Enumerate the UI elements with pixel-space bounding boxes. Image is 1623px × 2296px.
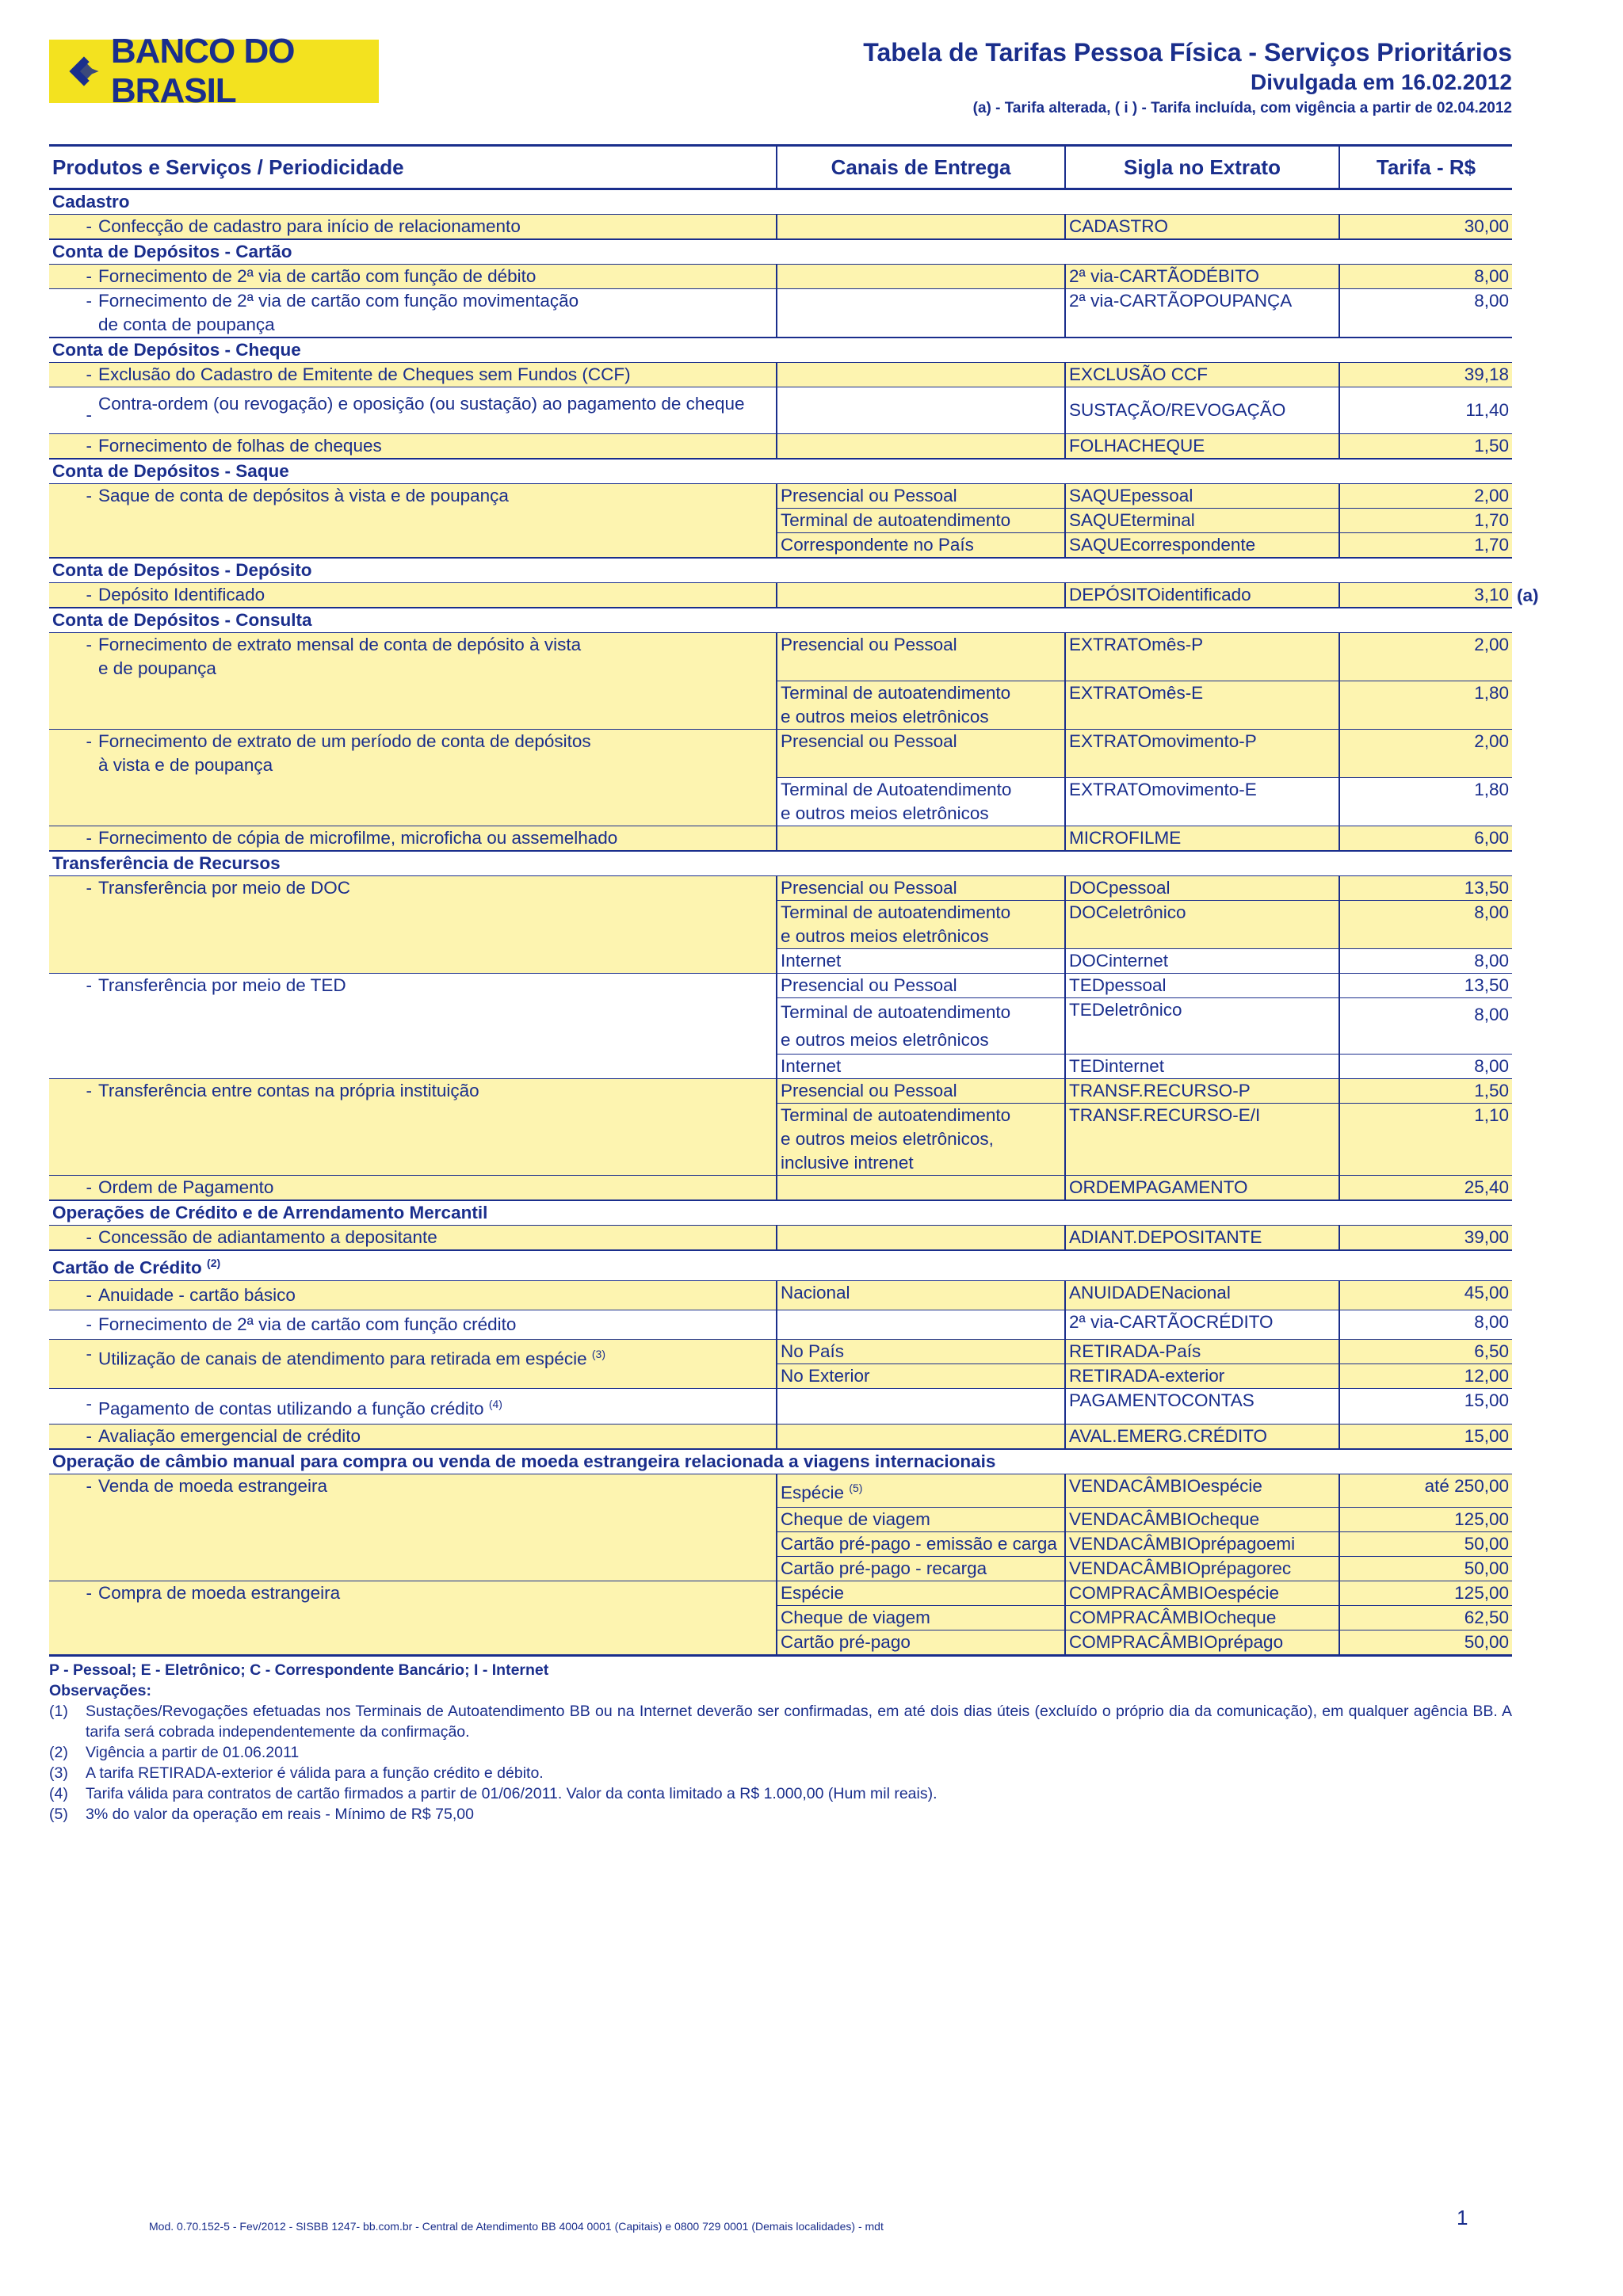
tariff-cell: 45,00 [1339, 1280, 1512, 1310]
code-cell: SAQUEterminal [1065, 509, 1339, 533]
channel-cell: Cartão pré-pago - emissão e carga [777, 1531, 1065, 1556]
code-cell: MICROFILME [1065, 826, 1339, 852]
channel-cell: Nacional [777, 1280, 1065, 1310]
tariff-cell: 1,70 [1339, 533, 1512, 559]
code-cell: SAQUEcorrespondente [1065, 533, 1339, 559]
table-row [49, 1425, 1512, 1450]
service-description: Fornecimento de extrato de um período de conta de depósitos [98, 731, 591, 751]
tariff-cell: 8,00 [1339, 1055, 1512, 1079]
channel-cell: Cartão pré-pago [777, 1630, 1065, 1655]
col-header-channels: Canais de Entrega [777, 146, 1065, 189]
section-header: Operação de câmbio manual para compra ou venda de moeda estrangeira relacionada a viagens internacionais [49, 1449, 1512, 1474]
bullet-dash: - [86, 1314, 92, 1334]
channel-cell [777, 901, 1065, 949]
service-description: Transferência entre contas na própria instituição [98, 1081, 479, 1100]
section-header: Conta de Depósitos - Depósito [49, 558, 1512, 583]
tariff-cell: 50,00 [1339, 1556, 1512, 1581]
channel-cell [777, 1226, 1065, 1251]
service-description: Concessão de adiantamento a depositante [98, 1227, 437, 1247]
section-header [49, 1250, 1512, 1280]
channel-cell: Cheque de viagem [777, 1507, 1065, 1531]
code-cell: TRANSF.RECURSO-E/I [1065, 1104, 1339, 1176]
code-cell: EXTRATOmês-P [1065, 633, 1339, 681]
channel-cell: Presencial ou Pessoal [777, 974, 1065, 998]
bank-logo-text: BANCO DO BRASIL [110, 32, 295, 110]
bullet-dash: - [86, 436, 92, 456]
tariff-cell: 2,00 [1339, 730, 1512, 778]
table-row [49, 1388, 1512, 1425]
tariff-cell: 8,00 [1339, 289, 1512, 338]
page-title: Tabela de Tarifas Pessoa Física - Serviços Prioritários [863, 38, 1512, 67]
tariff-cell: 13,50 [1339, 876, 1512, 901]
tariff-cell: 39,00 [1339, 1226, 1512, 1251]
service-description: Exclusão do Cadastro de Emitente de Cheques sem Fundos (CCF) [98, 364, 631, 384]
bullet-dash: - [86, 828, 92, 848]
code-cell: EXTRATOmovimento-E [1065, 778, 1339, 826]
table-row [49, 484, 1512, 509]
table-row [49, 583, 1512, 608]
channel-cell [777, 998, 1065, 1055]
service-description: Utilização de canais de atendimento para retirada em espécie [98, 1348, 587, 1368]
channel-cell [777, 265, 1065, 289]
channel-cell [777, 778, 1065, 826]
tariff-cell: 8,00 [1339, 949, 1512, 974]
tariff-cell: 15,00 [1339, 1388, 1512, 1425]
bullet-dash: - [86, 364, 92, 384]
publication-date: Divulgada em 16.02.2012 [1251, 70, 1512, 94]
channel-cell [777, 583, 1065, 608]
service-description: Fornecimento de 2ª via de cartão com função de débito [98, 266, 537, 286]
table-row [49, 533, 1512, 559]
service-description-cont: de conta de poupança [98, 315, 275, 334]
bullet-dash: - [86, 1081, 92, 1100]
col-header-tariff: Tarifa - R$ [1339, 146, 1512, 189]
service-description-cont: à vista e de poupança [98, 755, 273, 775]
note-number: (3) [49, 1764, 68, 1782]
code-cell: VENDACÂMBIOprépagorec [1065, 1556, 1339, 1581]
code-cell: EXTRATOmês-E [1065, 681, 1339, 730]
bullet-dash: - [86, 1476, 92, 1496]
channel-label: Terminal de autoatendimento [781, 1002, 1011, 1022]
code-cell: SAQUEpessoal [1065, 484, 1339, 509]
channel-cell [777, 1425, 1065, 1450]
footnote-ref: (2) [207, 1257, 221, 1269]
tariff-cell: 1,80 [1339, 681, 1512, 730]
section-header: Conta de Depósitos - Consulta [49, 608, 1512, 633]
section-header: Conta de Depósitos - Saque [49, 459, 1512, 484]
code-cell: FOLHACHEQUE [1065, 434, 1339, 460]
code-cell: TEDinternet [1065, 1055, 1339, 1079]
tariff-cell: 1,80 [1339, 778, 1512, 826]
tariff-cell: 125,00 [1339, 1507, 1512, 1531]
channel-cell: Presencial ou Pessoal [777, 484, 1065, 509]
tariff-cell: 11,40 [1339, 387, 1512, 434]
channel-label: Terminal de autoatendimento [781, 1105, 1011, 1125]
service-description: Compra de moeda estrangeira [98, 1582, 341, 1603]
tariff-cell: 2,00 [1339, 484, 1512, 509]
tariff-cell: 62,50 [1339, 1605, 1512, 1630]
footnote-ref: (4) [488, 1397, 502, 1410]
table-row [49, 730, 1512, 778]
code-cell: DEPÓSITOidentificado [1065, 583, 1339, 608]
code-cell: 2ª via-CARTÃODÉBITO [1065, 265, 1339, 289]
bullet-dash: - [86, 878, 92, 898]
table-row [49, 1226, 1512, 1251]
service-description: Pagamento de contas utilizando a função crédito [98, 1398, 484, 1418]
code-cell: COMPRACÂMBIOespécie [1065, 1581, 1339, 1605]
notes-section [49, 1660, 1512, 1825]
code-cell: VENDACÂMBIOcheque [1065, 1507, 1339, 1531]
code-cell: 2ª via-CARTÃOCRÉDITO [1065, 1310, 1339, 1339]
channel-cell: Presencial ou Pessoal [777, 633, 1065, 681]
tariff-cell: até 250,00 [1339, 1474, 1512, 1508]
table-row [49, 974, 1512, 998]
table-row [49, 509, 1512, 533]
tariff-cell: 25,40 [1339, 1176, 1512, 1201]
table-row [49, 215, 1512, 240]
channel-cell [777, 1388, 1065, 1425]
table-row [49, 826, 1512, 852]
bullet-dash: - [86, 486, 92, 505]
channel-cell [777, 387, 1065, 434]
section-header: Conta de Depósitos - Cheque [49, 338, 1512, 363]
channel-cell [777, 1176, 1065, 1201]
note-text: A tarifa RETIRADA-exterior é válida para a função crédito e débito. [86, 1764, 544, 1782]
bullet-dash: - [86, 975, 92, 995]
service-description: Fornecimento de extrato mensal de conta de depósito à vista [98, 635, 582, 654]
channel-label: Terminal de autoatendimento [781, 902, 1011, 922]
channel-cell: Correspondente no País [777, 533, 1065, 559]
tariff-cell: 50,00 [1339, 1630, 1512, 1655]
channel-cell: Cheque de viagem [777, 1605, 1065, 1630]
note-item [49, 1742, 1512, 1763]
note-item [49, 1783, 1512, 1804]
channel-label-cont: e outros meios eletrônicos [781, 1030, 989, 1050]
service-description: Fornecimento de cópia de microfilme, microficha ou assemelhado [98, 828, 618, 848]
tariff-cell: 12,00 [1339, 1363, 1512, 1388]
bank-logo-icon [67, 51, 101, 92]
code-cell: ANUIDADENacional [1065, 1280, 1339, 1310]
channel-label-cont: e outros meios eletrônicos [781, 707, 989, 727]
table-row [49, 265, 1512, 289]
service-description: Venda de moeda estrangeira [98, 1476, 327, 1496]
tariff-cell: 1,10 [1339, 1104, 1512, 1176]
bullet-dash: - [86, 635, 92, 654]
code-cell: TEDpessoal [1065, 974, 1339, 998]
tariff-cell: 1,70 [1339, 509, 1512, 533]
footnote-ref: (3) [591, 1347, 605, 1360]
bullet-dash: - [86, 1426, 92, 1446]
table-row [49, 363, 1512, 387]
bullet-dash: - [86, 266, 92, 286]
section-header: Transferência de Recursos [49, 851, 1512, 876]
bullet-dash: - [86, 1177, 92, 1197]
channel-cell: Cartão pré-pago - recarga [777, 1556, 1065, 1581]
table-row [49, 876, 1512, 901]
table-row [49, 1310, 1512, 1339]
channel-label: Terminal de Autoatendimento [781, 780, 1012, 799]
service-description: Saque de conta de depósitos à vista e de poupança [98, 486, 509, 505]
tariff-cell: 125,00 [1339, 1581, 1512, 1605]
code-cell: AVAL.EMERG.CRÉDITO [1065, 1425, 1339, 1450]
channel-label-cont: e outros meios eletrônicos [781, 926, 989, 946]
code-cell: RETIRADA-exterior [1065, 1363, 1339, 1388]
code-cell: EXCLUSÃO CCF [1065, 363, 1339, 387]
section-header: Operações de Crédito e de Arrendamento Mercantil [49, 1200, 1512, 1226]
code-cell: EXTRATOmovimento-P [1065, 730, 1339, 778]
note-item [49, 1804, 1512, 1825]
header-legend: (a) - Tarifa alterada, ( i ) - Tarifa incluída, com vigência a partir de 02.04.2012 [972, 100, 1512, 116]
service-description: Avaliação emergencial de crédito [98, 1426, 361, 1446]
bullet-dash: - [86, 585, 92, 605]
bullet-dash: - [86, 1343, 92, 1363]
code-cell: 2ª via-CARTÃOPOUPANÇA [1065, 289, 1339, 338]
tariff-cell: 6,00 [1339, 826, 1512, 852]
bullet-dash: - [86, 291, 92, 311]
tariff-cell: 15,00 [1339, 1425, 1512, 1450]
bullet-dash: - [86, 1227, 92, 1247]
tariff-cell: 13,50 [1339, 974, 1512, 998]
channel-cell: Internet [777, 1055, 1065, 1079]
code-cell: RETIRADA-País [1065, 1339, 1339, 1363]
code-cell: CADASTRO [1065, 215, 1339, 240]
channel-cell: Internet [777, 949, 1065, 974]
tariff-cell: 30,00 [1339, 215, 1512, 240]
code-cell: DOCinternet [1065, 949, 1339, 974]
service-description: Contra-ordem (ou revogação) e oposição (ou sustação) ao pagamento de cheque [98, 394, 745, 414]
tariff-cell: 1,50 [1339, 1079, 1512, 1104]
channel-cell: No País [777, 1339, 1065, 1363]
observations-title: Observações: [49, 1681, 151, 1699]
abbreviation-legend: P - Pessoal; E - Eletrônico; C - Correspondente Bancário; I - Internet [49, 1661, 549, 1679]
service-description: Ordem de Pagamento [98, 1177, 274, 1197]
table-row [49, 289, 1512, 338]
tariff-cell: 8,00 [1339, 998, 1512, 1055]
code-cell: ORDEMPAGAMENTO [1065, 1176, 1339, 1201]
table-row [49, 1339, 1512, 1363]
channel-label: Espécie [781, 1482, 845, 1503]
tariff-cell: 6,50 [1339, 1339, 1512, 1363]
page-number: 1 [1457, 2206, 1468, 2229]
note-text: 3% do valor da operação em reais - Mínimo de R$ 75,00 [86, 1805, 474, 1823]
service-description-cont: e de poupança [98, 658, 216, 678]
channel-label-cont: e outros meios eletrônicos, [781, 1129, 994, 1149]
tariff-changed-flag: (a) [1517, 585, 1539, 605]
code-cell: ADIANT.DEPOSITANTE [1065, 1226, 1339, 1251]
code-cell: DOCeletrônico [1065, 901, 1339, 949]
channel-cell [777, 289, 1065, 338]
table-row [49, 1474, 1512, 1508]
col-header-products: Produtos e Serviços / Periodicidade [49, 146, 777, 189]
channel-cell: No Exterior [777, 1363, 1065, 1388]
bullet-dash: - [86, 1393, 92, 1413]
service-description: Transferência por meio de TED [98, 975, 346, 995]
service-description: Fornecimento de 2ª via de cartão com função movimentação [98, 291, 579, 311]
code-cell: VENDACÂMBIOespécie [1065, 1474, 1339, 1508]
tariff-cell: 8,00 [1339, 265, 1512, 289]
channel-cell: Presencial ou Pessoal [777, 730, 1065, 778]
tariff-table [49, 144, 1512, 1657]
channel-label: Terminal de autoatendimento [781, 683, 1011, 703]
table-row [49, 434, 1512, 460]
table-row [49, 1176, 1512, 1201]
channel-cell [777, 681, 1065, 730]
note-text: Vigência a partir de 01.06.2011 [86, 1743, 300, 1761]
code-cell: TEDeletrônico [1065, 998, 1339, 1055]
channel-cell [777, 1104, 1065, 1176]
section-header: Conta de Depósitos - Cartão [49, 239, 1512, 265]
table-row [49, 1581, 1512, 1605]
table-header-row [49, 146, 1512, 189]
channel-cell: Terminal de autoatendimento [777, 509, 1065, 533]
bank-logo [49, 32, 379, 110]
section-title: Cartão de Crédito [52, 1257, 202, 1278]
code-cell: PAGAMENTOCONTAS [1065, 1388, 1339, 1425]
table-row [49, 1280, 1512, 1310]
channel-cell [777, 363, 1065, 387]
tariff-cell: 1,50 [1339, 434, 1512, 460]
code-cell: SUSTAÇÃO/REVOGAÇÃO [1065, 387, 1339, 434]
channel-cell [777, 215, 1065, 240]
channel-cell [777, 826, 1065, 852]
table-row [49, 387, 1512, 434]
channel-label-cont: inclusive intrenet [781, 1153, 914, 1173]
note-text: Tarifa válida para contratos de cartão firmados a partir de 01/06/2011. Valor da conta limitado a R$ 1.000,00 (Hum mil reais). [86, 1784, 938, 1802]
note-item [49, 1701, 1512, 1742]
table-row [49, 633, 1512, 681]
code-cell: VENDACÂMBIOprépagoemi [1065, 1531, 1339, 1556]
service-description: Fornecimento de 2ª via de cartão com função crédito [98, 1314, 517, 1334]
service-description: Transferência por meio de DOC [98, 878, 351, 898]
service-description: Depósito Identificado [98, 585, 265, 605]
note-number: (1) [49, 1702, 68, 1720]
code-cell: DOCpessoal [1065, 876, 1339, 901]
channel-cell [777, 434, 1065, 460]
tariff-cell: 50,00 [1339, 1531, 1512, 1556]
service-description: Anuidade - cartão básico [98, 1284, 296, 1305]
code-cell: TRANSF.RECURSO-P [1065, 1079, 1339, 1104]
channel-cell [777, 1474, 1065, 1508]
channel-cell: Espécie [777, 1581, 1065, 1605]
bullet-dash: - [86, 1284, 92, 1305]
tariff-cell: 2,00 [1339, 633, 1512, 681]
channel-label-cont: e outros meios eletrônicos [781, 803, 989, 823]
code-cell: COMPRACÂMBIOcheque [1065, 1605, 1339, 1630]
service-description: Confecção de cadastro para início de relacionamento [98, 216, 521, 236]
note-number: (4) [49, 1784, 68, 1802]
bullet-dash: - [86, 1582, 92, 1603]
section-header: Cadastro [49, 189, 1512, 215]
channel-cell: Presencial ou Pessoal [777, 1079, 1065, 1104]
note-text: Sustações/Revogações efetuadas nos Terminais de Autoatendimento BB ou na Internet deverão ser confirmadas, em até dois dias úteis (excluído o próprio dia da comunicação), em qualquer agência BB. A tarifa será cobrada independentemente da confirmação. [86, 1702, 1512, 1741]
bullet-dash: - [86, 731, 92, 751]
tariff-cell: 3,10 [1339, 583, 1512, 608]
channel-cell: Presencial ou Pessoal [777, 876, 1065, 901]
tariff-cell: 8,00 [1339, 901, 1512, 949]
tariff-cell: 8,00 [1339, 1310, 1512, 1339]
code-cell: COMPRACÂMBIOprépago [1065, 1630, 1339, 1655]
bullet-dash: - [86, 216, 92, 236]
tariff-cell: 39,18 [1339, 363, 1512, 387]
channel-cell [777, 1310, 1065, 1339]
page-footer: Mod. 0.70.152-5 - Fev/2012 - SISBB 1247- bb.com.br - Central de Atendimento BB 4004 0001 (Capitais) e 0800 729 0001 (Demais localidades) - mdt [149, 2220, 884, 2233]
bullet-dash: - [86, 405, 92, 425]
note-item [49, 1763, 1512, 1783]
note-number: (2) [49, 1743, 68, 1761]
note-number: (5) [49, 1805, 68, 1823]
col-header-code: Sigla no Extrato [1065, 146, 1339, 189]
footnote-ref: (5) [849, 1482, 863, 1494]
table-row [49, 1079, 1512, 1104]
service-description: Fornecimento de folhas de cheques [98, 436, 382, 456]
